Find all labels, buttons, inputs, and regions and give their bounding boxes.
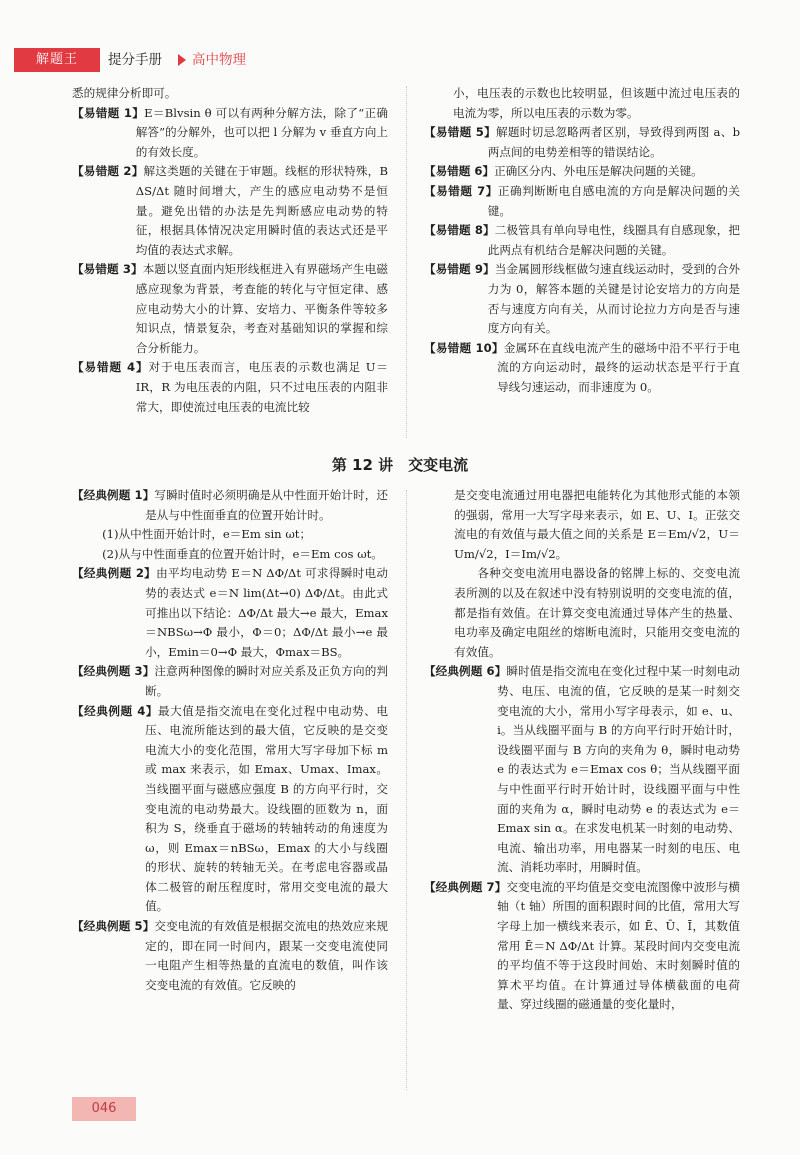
handbook-label: 提分手册: [108, 52, 162, 68]
list-item: 【经典例题 1】写瞬时值时必须明确是从中性面开始计时，还是从与中性面垂直的位置开始计时。: [72, 488, 388, 522]
list-item: 【易错题 4】对于电压表而言，电压表的示数也满足 U＝IR，R 为电压表的内阻，只不过电压表的内阻非常大，即使流过电压表的电流比较: [72, 360, 388, 414]
triangle-right-icon: [178, 54, 186, 66]
list-item: 【易错题 6】正确区分内、外电压是解决问题的关键。: [424, 164, 703, 179]
list-item: 【易错题 10】金属环在直线电流产生的磁场中沿不平行于电流的方向运动时，最终的运动状态是平行于直导线匀速运动，而非速度为 0。: [424, 340, 740, 394]
list-item: 【易错题 2】解这类题的关键在于审题。线框的形状特殊，B ΔS/Δt 随时间增大，产生的感应电动势不是恒量。避免出错的办法是先判断感应电动势的特征，根据具体情况决定用瞬时值的表达式还是平均值的表达式求解。: [72, 164, 388, 257]
paragraph: 各种交变电流用电器设备的铭牌上标的、交变电流表所测的以及在叙述中没有特别说明的交变电流的值，都是指有效值。在计算交变电流通过导体产生的热量、电功率及确定电阻丝的熔断电流时，只能用交变电流的有效值。: [454, 566, 740, 659]
list-item: 【易错题 5】解题时切忌忽略两者区别，导致得到两图 a、b 两点间的电势差相等的错误结论。: [424, 125, 740, 159]
page-number: 046: [72, 1097, 136, 1121]
continuation-text: 悉的规律分析即可。: [72, 86, 177, 100]
list-item: 【经典例题 2】由平均电动势 E＝N ΔΦ/Δt 可求得瞬时电动势的表达式 e＝N lim(Δt→0) ΔΦ/Δt。由此式可推出以下结论：ΔΦ/Δt 最大→e 最大，Emax＝NBSω→Φ 最小，Φ＝0；ΔΦ/Δt 最小→e 最小，Emin＝0→Φ 最大，Φmax＝BS。: [72, 566, 388, 659]
list-item: 【易错题 7】正确判断断电自感电流的方向是解决问题的关键。: [424, 183, 740, 218]
formula-line: (2)从与中性面垂直的位置开始计时，e＝Em cos ωt。: [102, 546, 383, 561]
top-right-column: [424, 84, 740, 398]
page-header: [0, 48, 800, 72]
continuation-text: 小，电压表的示数也比较明显，但该题中流过电压表的电流为零，所以电压表的示数为零。: [453, 86, 740, 120]
list-item: 【经典例题 4】最大值是指交流电在变化过程中电动势、电压、电流所能达到的最大值，它反映的是交变电流大小的变化范围，常用大写字母加下标 m 或 max 来表示，如 Emax、Umax、Imax。当线圈平面与磁感应强度 B 的方向平行时，交变电流的电动势最大。设线圈的匝数为 n，面积为 S，绕垂直于磁场的转轴转动的角速度为 ω，则 Emax＝nBSω，Emax 的大小与线圈的形状、旋转的转轴无关。在考虑电容器或晶体二极管的耐压程度时，常用交变电流的最大值。: [72, 703, 388, 914]
list-item: 【易错题 3】本题以竖直面内矩形线框进入有界磁场产生电磁感应现象为背景，考查能的转化与守恒定律、感应电动势大小的计算、安培力、平衡条件等较多知识点，情景复杂，考查对基础知识的掌握和综合分析能力。: [72, 262, 388, 355]
column-divider: [406, 86, 407, 438]
list-item: 【易错题 1】E＝Blvsin θ 可以有两种分解方法，除了“正确解答”的分解外，也可以把 l 分解为 v 垂直方向上的有效长度。: [72, 105, 388, 159]
bottom-left-column: [72, 486, 388, 995]
list-item: 【经典例题 6】瞬时值是指交流电在变化过程中某一时刻电动势、电压、电流的值，它反映的是某一时刻交变电流的大小，常用小写字母表示，如 e、u、i。当从线圈平面与 B 的方向平行时开始计时，设线圈平面与 B 方向的夹角为 θ，瞬时电动势 e 的表达式为 e＝Emax cos θ；当从线圈平面与中性面平行时开始计时，设线圈平面与中性面的夹角为 α，瞬时电动势 e 的表达式为 e＝Emax sin α。在求发电机某一时刻的电动势、电流、输出功率，用电器某一时刻的电压、电流、消耗功率时，用瞬时值。: [424, 664, 740, 875]
brand-label: 解题王: [14, 48, 100, 72]
list-item: 【易错题 9】当金属圆形线框做匀速直线运动时，受到的合外力为 0，解答本题的关键是讨论安培力的方向是否与速度方向有关，从而讨论拉力方向是否与速度方向有关。: [424, 262, 740, 336]
list-item: 【经典例题 3】注意两种图像的瞬时对应关系及正负方向的判断。: [72, 664, 388, 698]
list-item: 【经典例题 5】交变电流的有效值是根据交流电的热效应来规定的，即在同一时间内，跟某一交变电流使同一电阻产生相等热量的直流电的数值，叫作该交变电流的有效值。它反映的: [72, 919, 388, 992]
bottom-right-column: [424, 486, 740, 1015]
subject-label: 高中物理: [192, 52, 246, 68]
list-item: 【经典例题 7】交变电流的平均值是交变电流图像中波形与横轴（t 轴）所围的面积跟时间的比值，常用大写字母上加一横线来表示，如 Ē、Ū、Ī，其数值常用 Ē＝N ΔΦ/Δt 计算。某段时间内交变电流的平均值不等于这段时间始、末时刻瞬时值的算术平均值。在计算通过导体横截面的电荷量、穿过线圈的磁通量的变化量时，: [424, 879, 740, 1012]
formula-line: (1)从中性面开始计时，e＝Em sin ωt；: [102, 527, 312, 542]
top-left-column: [72, 84, 388, 417]
list-item: 【易错题 8】二极管具有单向导电性，线圈具有自感现象，把此两点有机结合是解决问题的关键。: [424, 223, 740, 257]
column-divider: [406, 490, 407, 1090]
continuation-text: 是交变电流通过用电器把电能转化为其他形式能的本领的强弱，常用一大写字母来表示，如 E、U、I。正弦交流电的有效值与最大值之间的关系是 E＝Em/√2，U＝Um/√2，I＝Im/√2。: [454, 488, 740, 561]
chapter-title: 第 12 讲 交变电流: [331, 456, 469, 474]
